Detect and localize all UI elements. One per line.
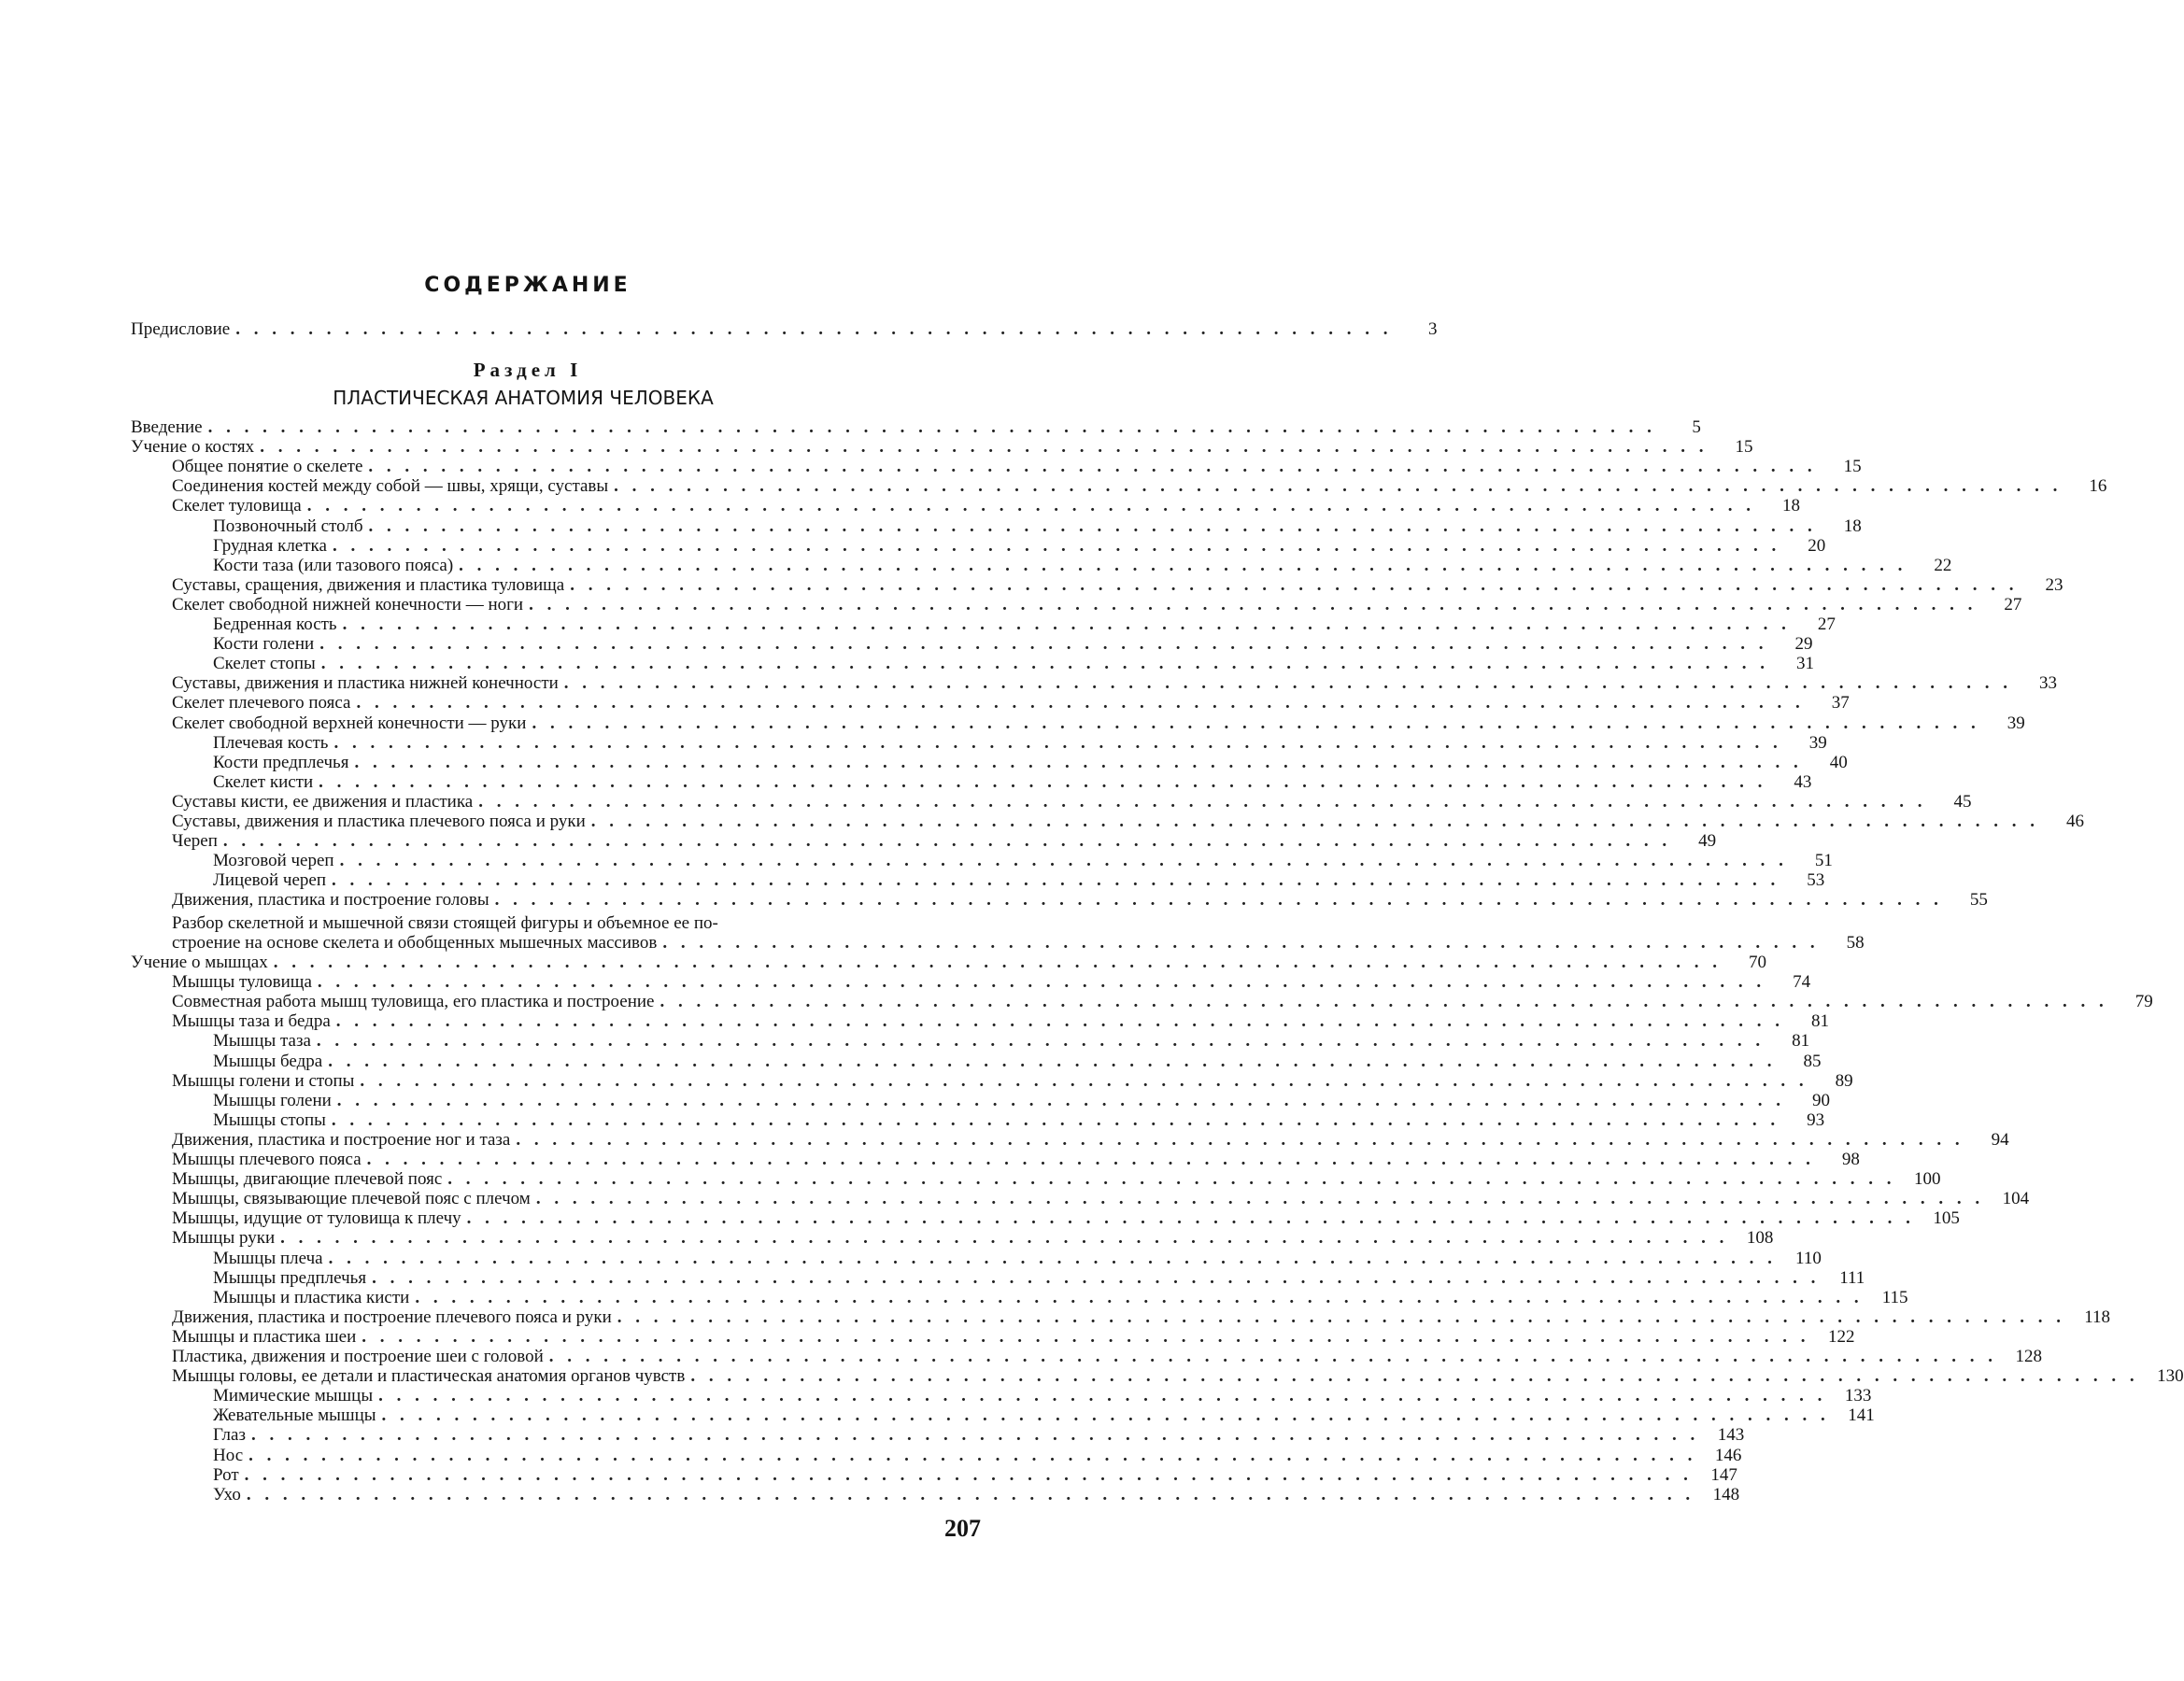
toc-entry-label: Лицевой череп [213, 870, 327, 891]
toc-entry [131, 972, 1811, 993]
toc-entry [131, 574, 2063, 595]
toc-entry-label: Общее понятие о скелете [172, 457, 363, 477]
toc-entry [131, 1208, 1960, 1229]
dot-leader: . . . . . . . . . . . . . . . . . . . . . . . . . . . . . . . . . . . . . . . . . . . . . . . . . . . . . . . . . . . . . . . . . . . . . . . . . . . . . . . . [459, 555, 1907, 575]
toc-entry-label: Мышцы руки [172, 1228, 276, 1249]
dot-leader: . . . . . . . . . . . . . . . . . . . . . . . . . . . . . . . . . . . . . . . . . . . . . . . . . . . . . . . . . . . . . . . . . . . . . . . . . . . . . . . . [336, 1090, 1786, 1110]
toc-entry [131, 437, 1753, 458]
toc-entry-label: Скелет плечевого пояса [172, 693, 351, 713]
toc-entry-label: Кости таза (или тазового пояса) [213, 555, 454, 575]
toc-entry [131, 693, 1850, 713]
toc-entry-page: 45 [1953, 791, 1972, 812]
toc-entry [131, 1031, 1810, 1052]
toc-entry-label: Кости голени [213, 634, 315, 655]
toc-entry-page: 79 [2134, 992, 2153, 1012]
toc-entry-page: 22 [1934, 555, 1952, 575]
toc-entry [131, 1287, 1908, 1307]
toc-entry-label: Мышцы, двигающие плечевой пояс [172, 1169, 443, 1190]
dot-leader: . . . . . . . . . . . . . . . . . . . . . . . . . . . . . . . . . . . . . . . . . . . . . . . . . . . . . . . . . . . . . . . . . . . . . . . . . . . . . . . . [328, 1248, 1777, 1268]
toc-entry-label: Мышцы плеча [213, 1248, 323, 1268]
dot-leader: . . . . . . . . . . . . . . . . . . . . . . . . . . . . . . . . . . . . . . . . . . . . . . . . . . . . . . . . . . . . . . . . . . . . . . . . . . . . . . . . [280, 1228, 1729, 1249]
dot-leader: . . . . . . . . . . . . . . . . . . . . . . . . . . . . . . . . . . . . . . . . . . . . . . . . . . . . . . . . . . . . . . . . . . . . . . . . . . . . . . . . [250, 1425, 1700, 1446]
toc-entry-label: Мышцы предплечья [213, 1267, 367, 1288]
toc-entry-page: 39 [1808, 732, 1827, 753]
toc-entry-label: Жевательные мышцы [213, 1406, 376, 1426]
toc-entry-page: 23 [2045, 574, 2063, 595]
toc-entry-page: 15 [1843, 457, 1862, 477]
toc-entry-page: 143 [1717, 1425, 1745, 1446]
dot-leader: . . . . . . . . . . . . . . . . . . . . . . . . . . . . . . . . . . . . . . . . . . . . . . . . . . . . . . . . . . . . . . . . . . . . . . . . . . . . . . . . [535, 1189, 1985, 1209]
toc-entry-page: 90 [1812, 1090, 1831, 1110]
wrapped-entry-line1: Разбор скелетной и мышечной связи стоящей фигуры и объемное ее по- [172, 913, 718, 933]
toc-entry-label: Мышцы плечевого пояса [172, 1150, 362, 1169]
toc-entry-label: Кости предплечья [213, 752, 349, 772]
toc-entry-label: Бедренная кость [213, 614, 337, 634]
toc-entry-page: 141 [1848, 1406, 1875, 1426]
dot-leader: . . . . . . . . . . . . . . . . . . . . . . . . . . . . . . . . . . . . . . . . . . . . . . . . . . . . . . . . . . . . . . . . . . . . . . . . . . . . . . . . [447, 1169, 1896, 1190]
toc-entry-page: 40 [1829, 752, 1848, 772]
toc-entry-label: Череп [172, 831, 218, 852]
dot-leader: . . . . . . . . . . . . . . . . . . . . . . . . . . . . . . . . . . . . . . . . . . . . . . . . . . . . . . . . . . . . . . . . . . . . . . . . . . . . . . . . [207, 417, 1656, 437]
toc-entry-page: 93 [1807, 1109, 1825, 1130]
toc-entry [131, 1406, 1875, 1426]
dot-leader: . . . . . . . . . . . . . . . . . . . . . . . . . . . . . . . . . . . . . . . . . . . . . . . . . . . . . . . . . . . . . . . . . . . . . . . . . . . . . . . . [273, 953, 1722, 972]
toc-entry [131, 851, 1833, 871]
toc-entry [131, 1011, 1829, 1032]
dot-leader: . . . . . . . . . . . . . . . . . . . . . . . . . . . . . . . . . . . . . . . . . . . . . . . . . . . . . . . . . . . . . . . . . . . . . . . . . . . . . . . . [360, 1070, 1808, 1091]
toc-entry-page: 18 [1781, 496, 1800, 516]
toc-entry-label: Мышцы таза и бедра [172, 1011, 331, 1032]
toc-entry [131, 890, 1988, 911]
toc-entry-page: 31 [1796, 654, 1815, 674]
toc-entry-label: Движения, пластика и построение головы [172, 890, 489, 911]
toc-entry-label: Мышцы головы, ее детали и пластическая анатомия органов чувств [172, 1366, 686, 1387]
toc-entry [131, 1090, 1831, 1110]
toc-entry-page: 43 [1794, 771, 1812, 792]
dot-leader: . . . . . . . . . . . . . . . . . . . . . . . . . . . . . . . . . . . . . . . . . . . . . . . . . . . . . . . . . . . . . . . . . . . . . . . . . . . . . . . . [478, 791, 1927, 812]
toc-entry-page: 70 [1748, 953, 1766, 972]
toc-entry-label: Мышцы и пластика шеи [172, 1326, 357, 1347]
toc-entry [131, 1169, 1941, 1190]
toc-entry-label: Движения, пластика и построение плечевого пояса и руки [172, 1307, 612, 1327]
dot-leader: . . . . . . . . . . . . . . . . . . . . . . . . . . . . . . . . . . . . . . . . . . . . . . . . . . . . . . . . . . . . . . . . . . . . . . . . . . . . . . . . [378, 1386, 1827, 1406]
toc-entry [131, 1150, 1860, 1169]
toc-entry-page: 110 [1795, 1248, 1822, 1268]
toc-entry [131, 1248, 1822, 1268]
toc-entry [131, 771, 1812, 792]
toc-entry [131, 496, 1800, 516]
section-label: Раздел I [473, 359, 583, 381]
toc-entry [131, 417, 1701, 437]
toc-entry-label: Скелет стопы [213, 654, 316, 674]
toc-entry-label: Скелет кисти [213, 771, 314, 792]
dot-leader: . . . . . . . . . . . . . . . . . . . . . . . . . . . . . . . . . . . . . . . . . . . . . . . . . . . . . . . . . . . . . . . . . . . . . . . . . . . . . . . . [372, 1267, 1821, 1288]
toc-entry [131, 732, 1827, 753]
toc-entry-label: Мышцы голени [213, 1090, 332, 1110]
toc-entry-label: Мышцы голени и стопы [172, 1070, 355, 1091]
dot-leader: . . . . . . . . . . . . . . . . . . . . . . . . . . . . . . . . . . . . . . . . . . . . . . . . . . . . . . . . . . . . . . . . . . . . . . . . . . . . . . . . [590, 812, 2040, 831]
dot-leader: . . . . . . . . . . . . . . . . . . . . . . . . . . . . . . . . . . . . . . . . . . . . . . . . . . . . . . . . . . . . . . . . . . . . . . . . . . . . . . . . [335, 1011, 1784, 1032]
toc-entry [131, 516, 1862, 536]
toc-entry-label: Суставы кисти, ее движения и пластика [172, 791, 474, 812]
toc-entry-page: 20 [1808, 535, 1826, 556]
toc-entry-label: Соединения костей между собой — швы, хрящи, суставы [172, 476, 609, 497]
toc-entry-label: Глаз [213, 1425, 246, 1446]
toc-entry-label: Мышцы бедра [213, 1051, 323, 1071]
toc-entry-page: 85 [1803, 1051, 1822, 1071]
toc-entry-page: 3 [1427, 319, 1438, 339]
dot-leader: . . . . . . . . . . . . . . . . . . . . . . . . . . . . . . . . . . . . . . . . . . . . . . . . . . . . . . . . . . . . . . . . . . . . . . . . . . . . . . . . [333, 732, 1782, 753]
page-number: 207 [944, 1515, 981, 1542]
toc-entry [131, 1189, 2030, 1209]
toc-entry-page: 133 [1844, 1386, 1872, 1406]
dot-leader: . . . . . . . . . . . . . . . . . . . . . . . . . . . . . . . . . . . . . . . . . . . . . . . . . . . . . . . . . . . . . . . . . . . . . . . . . . . . . . . . [319, 771, 1767, 792]
toc-entry-page: 104 [2002, 1189, 2030, 1209]
toc-entry-page: 130 [2157, 1366, 2184, 1387]
toc-entry [131, 1070, 1853, 1091]
toc-entry-label: Скелет свободной нижней конечности — ноги [172, 594, 524, 614]
toc-entry-label: Мозговой череп [213, 851, 334, 871]
toc-entry-page: 81 [1811, 1011, 1829, 1032]
toc-entry-label: Позвоночный столб [213, 516, 363, 536]
toc-entry-page: 115 [1881, 1287, 1908, 1307]
toc-entry-label: строение на основе скелета и обобщенных мышечных массивов [172, 933, 658, 953]
toc-entry-label: Суставы, сращения, движения и пластика туловища [172, 574, 565, 595]
page-title: СОДЕРЖАНИЕ [424, 274, 631, 297]
toc-entry-label: Пластика, движения и построение шеи с головой [172, 1347, 544, 1366]
toc-entry-page: 122 [1828, 1326, 1855, 1347]
toc-entry [131, 476, 2107, 497]
toc-entry-page: 16 [2089, 476, 2107, 497]
dot-leader: . . . . . . . . . . . . . . . . . . . . . . . . . . . . . . . . . . . . . . . . . . . . . . . . . . . . . . . . . . . . . . . . [235, 319, 1393, 339]
dot-leader: . . . . . . . . . . . . . . . . . . . . . . . . . . . . . . . . . . . . . . . . . . . . . . . . . . . . . . . . . . . . . . . . . . . . . . . . . . . . . . . . [248, 1445, 1697, 1465]
toc-entry-page: 55 [1969, 890, 1988, 911]
dot-leader: . . . . . . . . . . . . . . . . . . . . . . . . . . . . . . . . . . . . . . . . . . . . . . . . . . . . . . . . . . . . . . . . . . . . . . . . . . . . . . . . [319, 634, 1768, 655]
toc-entry-page: 98 [1841, 1150, 1860, 1169]
toc-entry [131, 634, 1813, 655]
toc-entry [131, 831, 1717, 852]
toc-entry [131, 1129, 2009, 1150]
dot-leader: . . . . . . . . . . . . . . . . . . . . . . . . . . . . . . . . . . . . . . . . . . . . . . . . . . . . . . . . . . . . . . . . . . . . . . . . . . . . . . . . [339, 851, 1788, 871]
toc-entry [131, 953, 1766, 972]
dot-leader: . . . . . . . . . . . . . . . . . . . . . . . . . . . . . . . . . . . . . . . . . . . . . . . . . . . . . . . . . . . . . . . . . . . . . . . . . . . . . . . . [306, 496, 1755, 516]
toc-entry [131, 1228, 1774, 1249]
toc-entry-page: 111 [1839, 1267, 1865, 1288]
toc-entry-label: Введение [131, 417, 203, 437]
toc-entry-label: Мышцы туловища [172, 972, 312, 993]
toc-entry-page: 27 [2004, 594, 2022, 614]
dot-leader: . . . . . . . . . . . . . . . . . . . . . . . . . . . . . . . . . . . . . . . . . . . . . . . . . . . . . . . . . . . . . . . . . . . . . . . . . . . . . . . . [659, 992, 2108, 1012]
dot-leader: . . . . . . . . . . . . . . . . . . . . . . . . . . . . . . . . . . . . . . . . . . . . . . . . . . . . . . . . . . . . . . . . . . . . . . . . . . . . . . . . [317, 972, 1766, 993]
toc-entry-label: Мышцы стопы [213, 1109, 326, 1130]
toc-entry-page: 53 [1807, 870, 1825, 891]
toc-entry-page: 27 [1817, 614, 1836, 634]
dot-leader: . . . . . . . . . . . . . . . . . . . . . . . . . . . . . . . . . . . . . . . . . . . . . . . . . . . . . . . . . . . . . . . . . . . . . . . . . . . . . . . . [332, 535, 1781, 556]
toc-entry-label: Мышцы, связывающие плечевой пояс с плечом [172, 1189, 531, 1209]
toc-entry-page: 39 [2007, 713, 2025, 733]
toc-entry-wrapped [131, 933, 1865, 953]
dot-leader: . . . . . . . . . . . . . . . . . . . . . . . . . . . . . . . . . . . . . . . . . . . . . . . . . . . . . . . . . . . . . . . . . . . . . . . . . . . . . . . . [366, 1150, 1815, 1169]
toc-entry [131, 1109, 1825, 1130]
toc-entry-label: Учение о мышцах [131, 953, 268, 972]
dot-leader: . . . . . . . . . . . . . . . . . . . . . . . . . . . . . . . . . . . . . . . . . . . . . . . . . . . . . . . . . . . . . . . . . . . . . . . . . . . . . . . . [494, 890, 1943, 911]
toc-entry [131, 812, 2085, 831]
toc-entry-page: 46 [2066, 812, 2085, 831]
dot-leader: . . . . . . . . . . . . . . . . . . . . . . . . . . . . . . . . . . . . . . . . . . . . . . . . . . . . . . . . . . . . . . . . . . . . . . . . . . . . . . . . [368, 516, 1817, 536]
toc-entry-label: Плечевая кость [213, 732, 329, 753]
dot-leader: . . . . . . . . . . . . . . . . . . . . . . . . . . . . . . . . . . . . . . . . . . . . . . . . . . . . . . . . . . . . . . . . . . . . . . . . . . . . . . . . [260, 437, 1709, 458]
toc-entry-label: Суставы, движения и пластика плечевого пояса и руки [172, 812, 586, 831]
toc-entry [131, 992, 2153, 1012]
toc-entry [131, 654, 1815, 674]
toc-entry [131, 1051, 1822, 1071]
toc-entry-label: Ухо [213, 1484, 241, 1504]
toc-entry-page: 147 [1710, 1464, 1737, 1485]
toc-entry-label: Нос [213, 1445, 244, 1465]
toc-entry [131, 752, 1848, 772]
dot-leader: . . . . . . . . . . . . . . . . . . . . . . . . . . . . . . . . . . . . . . . . . . . . . . . . . . . . . . . . . . . . . . . . . . . . . . . . . . . . . . . . [316, 1031, 1766, 1052]
dot-leader: . . . . . . . . . . . . . . . . . . . . . . . . . . . . . . . . . . . . . . . . . . . . . . . . . . . . . . . . . . . . . . . . . . . . . . . . . . . . . . . . [222, 831, 1672, 852]
toc-entry [131, 1445, 1742, 1465]
dot-leader: . . . . . . . . . . . . . . . . . . . . . . . . . . . . . . . . . . . . . . . . . . . . . . . . . . . . . . . . . . . . . . . . . . . . . . . . . . . . . . . . [690, 1366, 2139, 1387]
dot-leader: . . . . . . . . . . . . . . . . . . . . . . . . . . . . . . . . . . . . . . . . . . . . . . . . . . . . . . . . . . . . . . . . . . . . . . . . . . . . . . . . [342, 614, 1791, 634]
dot-leader: . . . . . . . . . . . . . . . . . . . . . . . . . . . . . . . . . . . . . . . . . . . . . . . . . . . . . . . . . . . . . . . . . . . . . . . . . . . . . . . . [548, 1347, 1998, 1366]
toc-entry [131, 1267, 1865, 1288]
toc-entry-page: 81 [1792, 1031, 1810, 1052]
toc-entry [131, 594, 2022, 614]
dot-leader: . . . . . . . . . . . . . . . . . . . . . . . . . . . . . . . . . . . . . . . . . . . . . . . . . . . . . . . . . . . . . . . . . . . . . . . . . . . . . . . . [354, 752, 1803, 772]
toc-entry-preface [131, 319, 1438, 339]
dot-leader: . . . . . . . . . . . . . . . . . . . . . . . . . . . . . . . . . . . . . . . . . . . . . . . . . . . . . . . . . . . . . . . . . . . . . . . . . . . . . . . . [529, 594, 1978, 614]
dot-leader: . . . . . . . . . . . . . . . . . . . . . . . . . . . . . . . . . . . . . . . . . . . . . . . . . . . . . . . . . . . . . . . . . . . . . . . . . . . . . . . . [328, 1051, 1777, 1071]
toc-entry [131, 1464, 1737, 1485]
dot-leader: . . . . . . . . . . . . . . . . . . . . . . . . . . . . . . . . . . . . . . . . . . . . . . . . . . . . . . . . . . . . . . . . . . . . . . . . . . . . . . . . [331, 1109, 1780, 1130]
toc-entry-label: Мышцы таза [213, 1031, 311, 1052]
toc-entry-page: 33 [2039, 673, 2058, 694]
toc-entry-page: 15 [1735, 437, 1753, 458]
toc-entry-page: 74 [1793, 972, 1811, 993]
toc-entry-page: 128 [2015, 1347, 2043, 1366]
toc-entry-label: Мышцы, идущие от туловища к плечу [172, 1208, 461, 1229]
toc-entry [131, 614, 1836, 634]
toc-entry-label: Учение о костях [131, 437, 255, 458]
toc-entry-page: 100 [1914, 1169, 1941, 1190]
toc-entry-label: Предисловие [131, 319, 231, 339]
dot-leader: . . . . . . . . . . . . . . . . . . . . . . . . . . . . . . . . . . . . . . . . . . . . . . . . . . . . . . . . . . . . . . . . . . . . . . . . . . . . . . . . [516, 1129, 1964, 1150]
toc-entry [131, 1484, 1740, 1504]
toc-entry [131, 713, 2025, 733]
toc-entry-label: Мышцы и пластика кисти [213, 1287, 410, 1307]
toc-entry-page: 49 [1698, 831, 1717, 852]
toc-entry-label: Скелет туловища [172, 496, 302, 516]
toc-entry-label: Совместная работа мышц туловища, его пластика и построение [172, 992, 655, 1012]
dot-leader: . . . . . . . . . . . . . . . . . . . . . . . . . . . . . . . . . . . . . . . . . . . . . . . . . . . . . . . . . . . . . . . . . . . . . . . . . . . . . . . . [570, 574, 2019, 595]
toc-entry-page: 18 [1843, 516, 1862, 536]
dot-leader: . . . . . . . . . . . . . . . . . . . . . . . . . . . . . . . . . . . . . . . . . . . . . . . . . . . . . . . . . . . . . . . . [662, 933, 1820, 953]
dot-leader: . . . . . . . . . . . . . . . . . . . . . . . . . . . . . . . . . . . . . . . . . . . . . . . . . . . . . . . . . . . . . . . . . . . . . . . . . . . . . . . . [614, 476, 2063, 497]
dot-leader: . . . . . . . . . . . . . . . . . . . . . . . . . . . . . . . . . . . . . . . . . . . . . . . . . . . . . . . . . . . . . . . . . . . . . . . . . . . . . . . . [320, 654, 1770, 674]
toc-entry [131, 1347, 2043, 1366]
dot-leader: . . . . . . . . . . . . . . . . . . . . . . . . . . . . . . . . . . . . . . . . . . . . . . . . . . . . . . . . . . . . . . . . . . . . . . . . . . . . . . . . [381, 1406, 1830, 1426]
toc-entry-page: 108 [1746, 1228, 1774, 1249]
dot-leader: . . . . . . . . . . . . . . . . . . . . . . . . . . . . . . . . . . . . . . . . . . . . . . . . . . . . . . . . . . . . . . . . . . . . . . . . . . . . . . . . [563, 673, 2013, 694]
toc-entry-label: Мимические мышцы [213, 1386, 374, 1406]
toc-entry [131, 673, 2058, 694]
toc-entry [131, 870, 1825, 891]
toc-entry-label: Суставы, движения и пластика нижней конечности [172, 673, 559, 694]
toc-entry [131, 555, 1952, 575]
dot-leader: . . . . . . . . . . . . . . . . . . . . . . . . . . . . . . . . . . . . . . . . . . . . . . . . . . . . . . . . . . . . . . . . . . . . . . . . . . . . . . . . [532, 713, 1980, 733]
toc-entry-page: 94 [1991, 1129, 2009, 1150]
toc-entry [131, 1307, 2111, 1327]
toc-entry [131, 1425, 1745, 1446]
dot-leader: . . . . . . . . . . . . . . . . . . . . . . . . . . . . . . . . . . . . . . . . . . . . . . . . . . . . . . . . . . . . . . . . . . . . . . . . . . . . . . . . [466, 1208, 1915, 1229]
toc-entry-page: 118 [2084, 1307, 2111, 1327]
toc-entry [131, 1326, 1855, 1347]
toc-entry [131, 457, 1862, 477]
toc-entry [131, 535, 1826, 556]
toc-entry-page: 146 [1714, 1445, 1742, 1465]
toc-entry [131, 791, 1972, 812]
dot-leader: . . . . . . . . . . . . . . . . . . . . . . . . . . . . . . . . . . . . . . . . . . . . . . . . . . . . . . . . . . . . . . . . . . . . . . . . . . . . . . . . [246, 1484, 1695, 1504]
toc-entry-page: 29 [1794, 634, 1813, 655]
dot-leader: . . . . . . . . . . . . . . . . . . . . . . . . . . . . . . . . . . . . . . . . . . . . . . . . . . . . . . . . . . . . . . . . . . . . . . . . . . . . . . . . [617, 1307, 2066, 1327]
toc-entry-page: 58 [1846, 933, 1865, 953]
section-title: ПЛАСТИЧЕСКАЯ АНАТОМИЯ ЧЕЛОВЕКА [333, 387, 714, 409]
dot-leader: . . . . . . . . . . . . . . . . . . . . . . . . . . . . . . . . . . . . . . . . . . . . . . . . . . . . . . . . . . . . . . . . . . . . . . . . . . . . . . . . [332, 870, 1780, 891]
toc-entry-page: 5 [1692, 417, 1701, 437]
toc-entry [131, 1366, 2184, 1387]
toc-entry-label: Скелет свободной верхней конечности — руки [172, 713, 527, 733]
toc-entry-page: 148 [1712, 1484, 1740, 1504]
toc-entry [131, 1386, 1872, 1406]
dot-leader: . . . . . . . . . . . . . . . . . . . . . . . . . . . . . . . . . . . . . . . . . . . . . . . . . . . . . . . . . . . . . . . . . . . . . . . . . . . . . . . . [244, 1464, 1693, 1485]
dot-leader: . . . . . . . . . . . . . . . . . . . . . . . . . . . . . . . . . . . . . . . . . . . . . . . . . . . . . . . . . . . . . . . . . . . . . . . . . . . . . . . . [362, 1326, 1810, 1347]
toc-entry-page: 37 [1831, 693, 1850, 713]
toc-entry-label: Грудная клетка [213, 535, 327, 556]
toc-entry-page: 51 [1814, 851, 1833, 871]
dot-leader: . . . . . . . . . . . . . . . . . . . . . . . . . . . . . . . . . . . . . . . . . . . . . . . . . . . . . . . . . . . . . . . . . . . . . . . . . . . . . . . . [368, 457, 1817, 477]
dot-leader: . . . . . . . . . . . . . . . . . . . . . . . . . . . . . . . . . . . . . . . . . . . . . . . . . . . . . . . . . . . . . . . . . . . . . . . . . . . . . . . . [356, 693, 1805, 713]
dot-leader: . . . . . . . . . . . . . . . . . . . . . . . . . . . . . . . . . . . . . . . . . . . . . . . . . . . . . . . . . . . . . . . . . . . . . . . . . . . . . . . . [415, 1287, 1864, 1307]
toc-entry-label: Движения, пластика и построение ног и таза [172, 1129, 511, 1150]
toc-entry-page: 89 [1835, 1070, 1853, 1091]
toc-entry-page: 105 [1933, 1208, 1960, 1229]
toc-entry-label: Рот [213, 1464, 239, 1485]
